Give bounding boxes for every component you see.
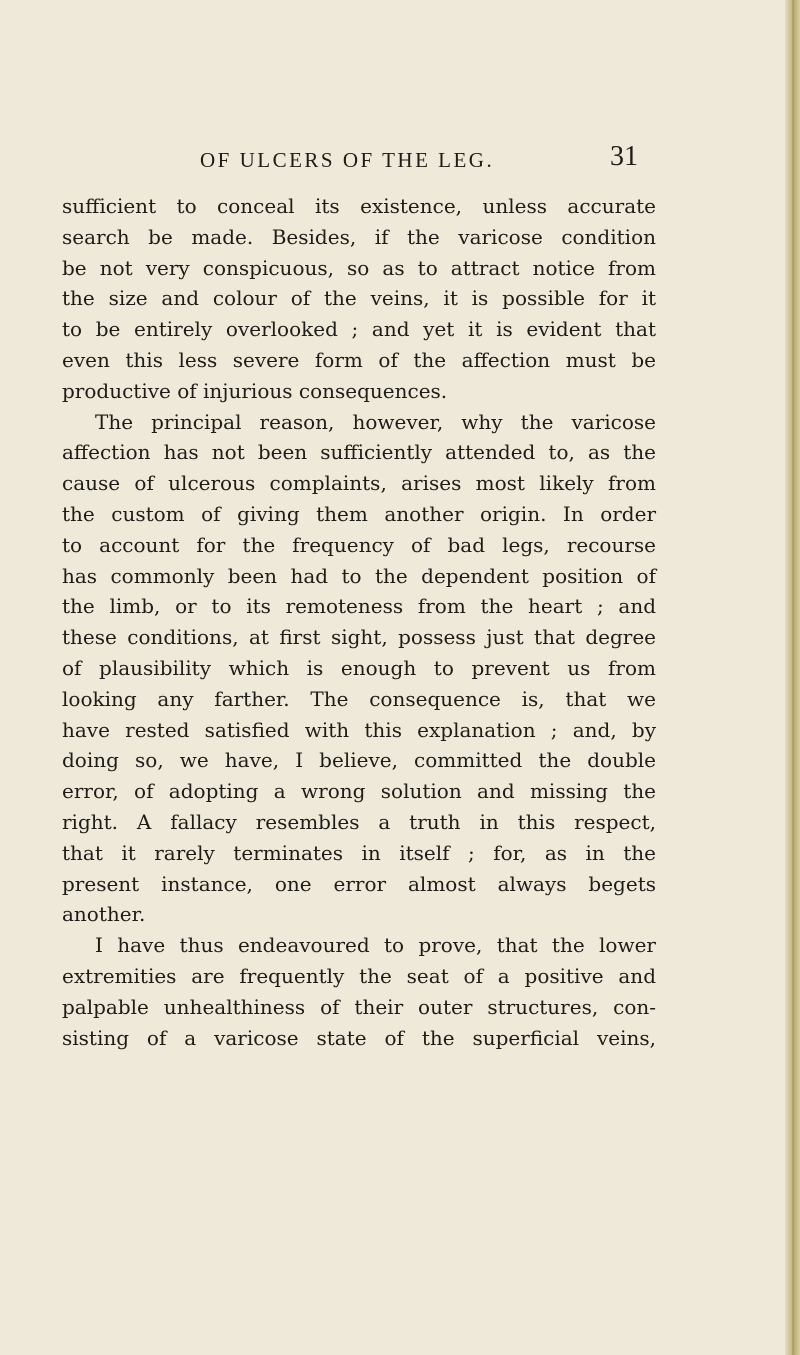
text-line: that it rarely terminates in itself ; for, as in the: [62, 840, 656, 865]
text-line: to be entirely overlooked ; and yet it is evident that: [62, 317, 656, 342]
text-line: has commonly been had to the dependent position of: [62, 563, 656, 588]
text-line: right. A fallacy resembles a truth in this respect,: [62, 809, 656, 834]
text-line: of plausibility which is enough to prevent us from: [62, 655, 656, 680]
text-line: cause of ulcerous complaints, arises most likely from: [62, 471, 656, 496]
text-line: productive of injurious consequences.: [62, 378, 448, 403]
text-line: these conditions, at first sight, possess just that degree: [62, 625, 656, 650]
text-line: extremities are frequently the seat of a positive and: [62, 963, 656, 988]
text-line: The principal reason, however, why the varicose: [95, 409, 656, 434]
text-line: error, of adopting a wrong solution and missing the: [62, 779, 656, 804]
text-line: sisting of a varicose state of the superficial veins,: [62, 1025, 656, 1050]
binding-edge-line: [792, 0, 794, 1355]
text-line: to account for the frequency of bad legs, recourse: [62, 532, 656, 557]
text-line: search be made. Besides, if the varicose condition: [62, 224, 656, 249]
text-line: doing so, we have, I believe, committed the double: [62, 748, 656, 773]
text-line: be not very conspicuous, so as to attract notice from: [62, 255, 656, 280]
body-text: [62, 191, 656, 1053]
text-line: the limb, or to its remoteness from the heart ; and: [62, 594, 656, 619]
text-line: I have thus endeavoured to prove, that the lower: [95, 933, 656, 958]
text-line: the custom of giving them another origin. In order: [62, 501, 656, 526]
text-line: looking any farther. The consequence is, that we: [62, 686, 656, 711]
running-head: OF ULCERS OF THE LEG.: [200, 148, 495, 172]
text-line: even this less severe form of the affection must be: [62, 347, 656, 372]
text-line: have rested satisfied with this explanation ; and, by: [62, 717, 656, 742]
text-line: another.: [62, 902, 146, 927]
text-line: affection has not been sufficiently attended to, as the: [62, 440, 656, 465]
page-number: 31: [610, 141, 638, 172]
text-line: the size and colour of the veins, it is possible for it: [62, 286, 656, 311]
text-line: palpable unhealthiness of their outer structures, con-: [62, 994, 656, 1019]
text-line: sufficient to conceal its existence, unless accurate: [62, 194, 656, 218]
text-line: present instance, one error almost always begets: [62, 871, 656, 896]
